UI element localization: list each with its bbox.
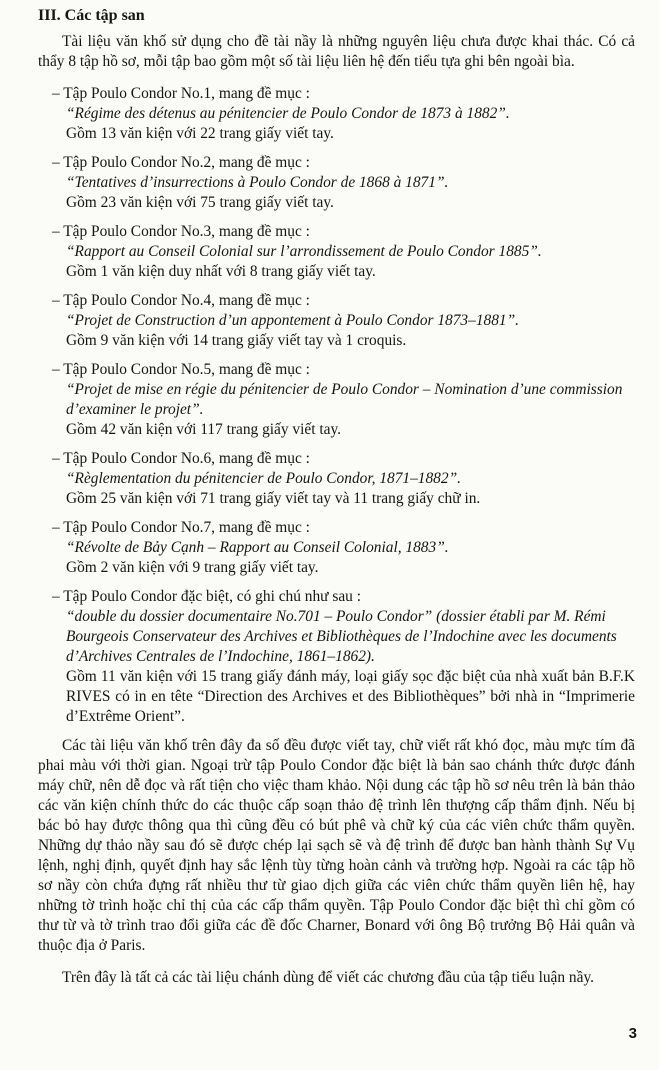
entry-title: “double du dossier documentaire No.701 – Poulo Condor” (dossier établi par M. Rémi Bourgeois Conservateur des Archives et Bibliothèques de l’Indochine avec les documents d’Archives Centrales de l’Indochine, 1861–1862). <box>66 608 617 665</box>
entry-lead: – Tập Poulo Condor No.7, mang đề mục : <box>52 519 310 536</box>
entry-lead: – Tập Poulo Condor No.1, mang đề mục : <box>52 85 310 102</box>
entry-title: “Tentatives d’insurrections à Poulo Condor de 1868 à 1871”. <box>66 174 449 191</box>
closing-paragraph: Trên đây là tất cả các tài liệu chánh dùng để viết các chương đầu của tập tiểu luận nầy. <box>62 969 594 986</box>
entry-title: “Rapport au Conseil Colonial sur l’arrondissement de Poulo Condor 1885”. <box>66 243 542 260</box>
section-heading: III. Các tập san <box>38 7 145 24</box>
entry-detail: Gồm 13 văn kiện với 22 trang giấy viết tay. <box>66 125 334 142</box>
collection-entry-special <box>38 587 635 727</box>
entry-detail: Gồm 42 văn kiện với 117 trang giấy viết tay. <box>66 421 341 438</box>
entry-detail: Gồm 2 văn kiện với 9 trang giấy viết tay. <box>66 559 319 576</box>
collection-entry-6 <box>38 449 635 509</box>
entry-lead: – Tập Poulo Condor No.6, mang đề mục : <box>52 450 310 467</box>
entry-lead: – Tập Poulo Condor No.2, mang đề mục : <box>52 154 310 171</box>
intro-paragraph: Tài liệu văn khố sử dụng cho đề tài nầy là những nguyên liệu chưa được khai thác. Có cả thẩy 8 tập hồ sơ, mỗi tập bao gồm một số tài liệu liên hệ đến tiểu tựa ghi bên ngoài bìa. <box>38 33 635 70</box>
entry-title: “Révolte de Bảy Cạnh – Rapport au Conseil Colonial, 1883”. <box>66 539 449 556</box>
collection-entry-1 <box>38 84 635 144</box>
page-number: 3 <box>628 1025 637 1042</box>
entry-lead: – Tập Poulo Condor đặc biệt, có ghi chú như sau : <box>52 588 361 605</box>
entry-title: “Régime des détenus au pénitencier de Poulo Condor de 1873 à 1882”. <box>66 105 510 122</box>
collection-entry-3 <box>38 222 635 282</box>
collection-entry-4 <box>38 291 635 351</box>
entry-lead: – Tập Poulo Condor No.5, mang đề mục : <box>52 361 310 378</box>
entry-title: “Règlementation du pénitencier de Poulo Condor, 1871–1882”. <box>66 470 461 487</box>
entry-title: “Projet de Construction d’un appontement à Poulo Condor 1873–1881”. <box>66 312 520 329</box>
collection-list <box>38 84 635 727</box>
body-paragraph: Các tài liệu văn khố trên đây đa số đều được viết tay, chữ viết rất khó đọc, màu mực tím đã phai màu với thời gian. Ngoại trừ tập Poulo Condor đặc biệt là bản sao chánh thức được đánh máy chữ, nên dễ đọc và rất tiện cho việc tham khảo. Nội dung các tập hồ sơ nêu trên là bản thảo các văn kiện chính thức do các thuộc cấp soạn thảo đệ trình lên thượng cấp thẩm định. Nếu bị bác bỏ hay được thông qua thì cũng đều có bút phê và chữ ký của các viên chức thẩm quyền. Những dự thảo nầy sau đó sẽ được chép lại sạch sẽ và đệ trình để được ban hành thành Sự Vụ lệnh, nghị định, quyết định hay sắc lệnh tùy từng hoàn cảnh và trường hợp. Ngoài ra các tập hồ sơ nầy còn chứa đựng rất nhiều thư từ giao dịch giữa các viên chức thẩm quyền liên hệ, hay những tờ trình hoặc chỉ thị của các cấp thẩm quyền. Tập Poulo Condor đặc biệt thì chỉ gồm có thư từ và tờ trình trao đổi giữa các đề đốc Charner, Bonard với ông Bộ trưởng Bộ Hải quân và thuộc địa ở Paris. <box>38 737 635 954</box>
entry-detail: Gồm 25 văn kiện với 71 trang giấy viết tay và 11 trang giấy chữ in. <box>66 490 481 507</box>
entry-detail: Gồm 1 văn kiện duy nhất với 8 trang giấy viết tay. <box>66 263 376 280</box>
collection-entry-2 <box>38 153 635 213</box>
entry-detail: Gồm 23 văn kiện với 75 trang giấy viết tay. <box>66 194 334 211</box>
entry-title: “Projet de mise en régie du pénitencier de Poulo Condor – Nomination d’une commission d’examiner le projet”. <box>66 381 623 418</box>
entry-lead: – Tập Poulo Condor No.4, mang đề mục : <box>52 292 310 309</box>
collection-entry-5 <box>38 360 635 440</box>
entry-detail: Gồm 9 văn kiện với 14 trang giấy viết tay và 1 croquis. <box>66 332 407 349</box>
collection-entry-7 <box>38 518 635 578</box>
entry-detail: Gồm 11 văn kiện với 15 trang giấy đánh máy, loại giấy sọc đặc biệt của nhà xuất bản B.F.K RIVES có in en tête “Direction des Archives et des Bibliothèques” bởi nhà in “Imprimerie d’Extrême Orient”. <box>66 668 635 725</box>
entry-lead: – Tập Poulo Condor No.3, mang đề mục : <box>52 223 310 240</box>
